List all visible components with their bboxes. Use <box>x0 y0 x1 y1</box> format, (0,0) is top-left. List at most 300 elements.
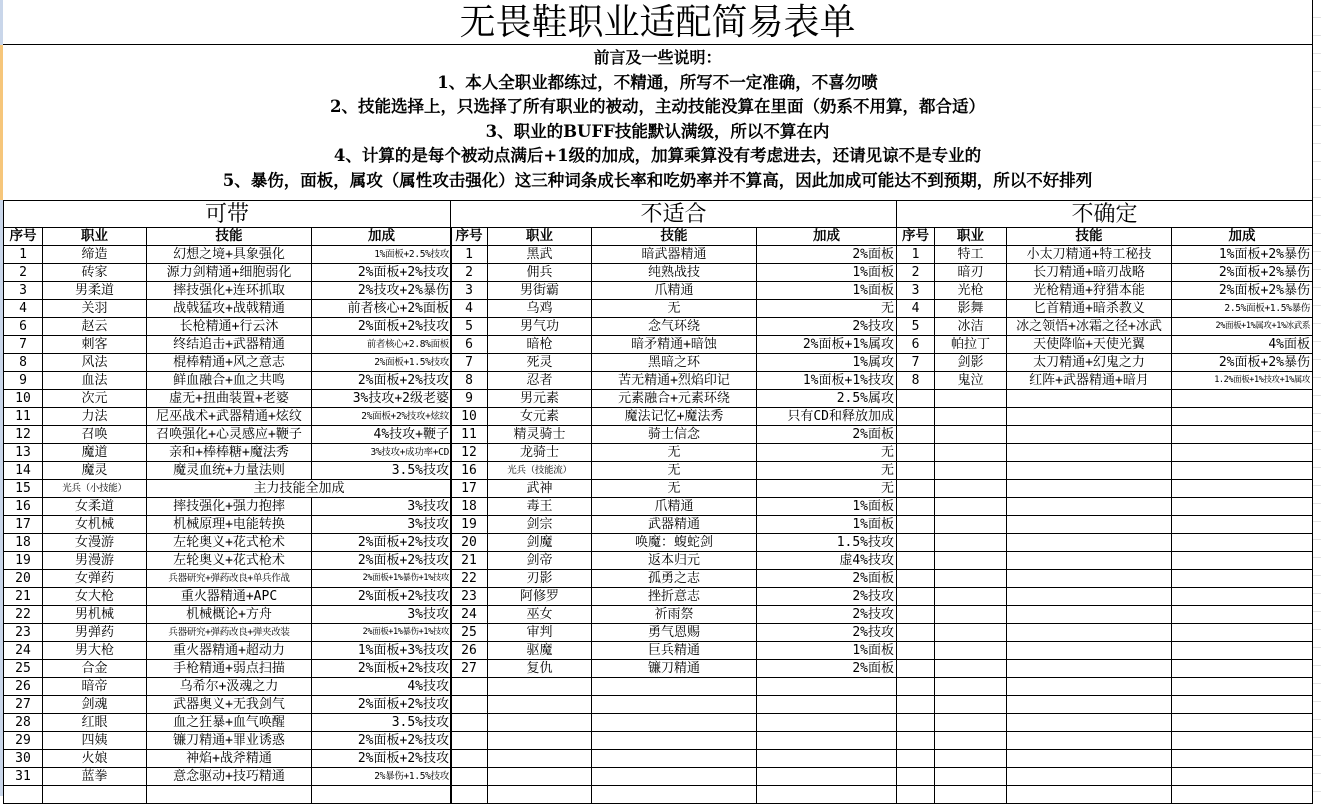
bonus-value-cell[interactable] <box>1172 786 1313 804</box>
job-name-cell[interactable]: 龙骑士 <box>488 444 592 462</box>
bonus-value-cell[interactable] <box>1172 552 1313 570</box>
skill-name-cell[interactable] <box>1007 696 1172 714</box>
notes-cell[interactable] <box>3 45 1313 200</box>
skill-name-cell[interactable]: 召唤强化+心灵感应+鞭子 <box>147 426 312 444</box>
skill-name-cell[interactable]: 小太刀精通+特工秘技 <box>1007 246 1172 264</box>
bonus-value-cell[interactable]: 3%技攻 <box>312 498 452 516</box>
job-name-cell[interactable] <box>935 588 1007 606</box>
skill-name-cell[interactable]: 终结追击+武器精通 <box>147 336 312 354</box>
bonus-value-cell[interactable]: 1%面板+3%技攻 <box>312 642 452 660</box>
row-number-cell[interactable]: 5 <box>451 318 488 336</box>
job-name-cell[interactable] <box>488 786 592 804</box>
job-name-cell[interactable]: 暗帝 <box>43 678 147 696</box>
skill-name-cell[interactable]: 暗武器精通 <box>592 246 757 264</box>
skill-name-cell[interactable]: 摔技强化+强力抱摔 <box>147 498 312 516</box>
bonus-value-cell[interactable]: 1.5%技攻 <box>757 534 897 552</box>
row-number-cell[interactable]: 29 <box>4 732 43 750</box>
skill-name-cell[interactable] <box>1007 498 1172 516</box>
bonus-value-cell[interactable]: 只有CD和释放加成 <box>757 408 897 426</box>
section-title-suitable[interactable]: 可带 <box>3 200 451 227</box>
row-number-cell[interactable]: 12 <box>4 426 43 444</box>
sheet-title[interactable]: 无畏鞋职业适配简易表单 <box>3 0 1313 45</box>
skill-name-cell[interactable] <box>1007 660 1172 678</box>
job-name-cell[interactable] <box>935 462 1007 480</box>
skill-name-cell[interactable]: 孤勇之志 <box>592 570 757 588</box>
bonus-value-cell[interactable]: 2%面板+2%技攻 <box>312 372 452 390</box>
bonus-value-cell[interactable] <box>1172 480 1313 498</box>
job-name-cell[interactable] <box>935 498 1007 516</box>
column-header-skill[interactable]: 技能 <box>1007 228 1172 246</box>
column-header-bonus[interactable]: 加成 <box>1172 228 1313 246</box>
bonus-value-cell[interactable]: 2%面板+2%技攻 <box>312 732 452 750</box>
skill-name-cell[interactable] <box>1007 786 1172 804</box>
row-number-cell[interactable]: 6 <box>4 318 43 336</box>
job-name-cell[interactable]: 合金 <box>43 660 147 678</box>
job-name-cell[interactable] <box>935 750 1007 768</box>
job-name-cell[interactable]: 关羽 <box>43 300 147 318</box>
skill-name-cell[interactable]: 幻想之境+具象强化 <box>147 246 312 264</box>
skill-name-cell[interactable]: 魔灵血统+力量法则 <box>147 462 312 480</box>
row-number-cell[interactable] <box>897 714 935 732</box>
row-number-cell[interactable]: 23 <box>4 624 43 642</box>
job-name-cell[interactable] <box>935 678 1007 696</box>
skill-name-cell[interactable]: 重火器精通+APC <box>147 588 312 606</box>
bonus-value-cell[interactable]: 3.5%技攻 <box>312 462 452 480</box>
bonus-value-cell[interactable]: 2%面板 <box>757 426 897 444</box>
skill-name-cell[interactable] <box>592 678 757 696</box>
row-number-cell[interactable]: 2 <box>897 264 935 282</box>
row-number-cell[interactable] <box>451 750 488 768</box>
skill-name-cell[interactable] <box>1007 606 1172 624</box>
skill-name-cell[interactable]: 无 <box>592 444 757 462</box>
bonus-value-cell[interactable]: 2%面板+1%属攻 <box>757 336 897 354</box>
job-name-cell[interactable]: 风法 <box>43 354 147 372</box>
bonus-value-cell[interactable]: 2%暴伤+1.5%技攻 <box>312 768 452 786</box>
row-number-cell[interactable]: 8 <box>451 372 488 390</box>
job-name-cell[interactable]: 驱魔 <box>488 642 592 660</box>
job-name-cell[interactable] <box>935 786 1007 804</box>
row-number-cell[interactable]: 27 <box>451 660 488 678</box>
row-number-cell[interactable]: 26 <box>4 678 43 696</box>
skill-name-cell[interactable]: 亲和+棒棒糖+魔法秀 <box>147 444 312 462</box>
job-name-cell[interactable]: 剑影 <box>935 354 1007 372</box>
skill-name-cell[interactable]: 摔技强化+连环抓取 <box>147 282 312 300</box>
section-title-unsuitable[interactable]: 不适合 <box>450 200 897 227</box>
bonus-value-cell[interactable]: 1.2%面板+1%技攻+1%属攻 <box>1172 372 1313 390</box>
row-number-cell[interactable]: 9 <box>4 372 43 390</box>
job-name-cell[interactable]: 光兵（小技能） <box>43 480 147 498</box>
job-name-cell[interactable]: 巫女 <box>488 606 592 624</box>
skill-name-cell[interactable]: 乌希尔+汲魂之力 <box>147 678 312 696</box>
job-name-cell[interactable]: 力法 <box>43 408 147 426</box>
row-number-cell[interactable]: 4 <box>4 300 43 318</box>
job-name-cell[interactable]: 女柔道 <box>43 498 147 516</box>
skill-name-cell[interactable] <box>1007 516 1172 534</box>
skill-name-cell[interactable] <box>1007 624 1172 642</box>
skill-name-cell[interactable]: 虚无+扭曲装置+老婆 <box>147 390 312 408</box>
skill-name-cell[interactable] <box>1007 426 1172 444</box>
bonus-value-cell[interactable] <box>1172 696 1313 714</box>
job-name-cell[interactable]: 魔灵 <box>43 462 147 480</box>
bonus-value-cell[interactable] <box>1172 588 1313 606</box>
job-name-cell[interactable]: 男大枪 <box>43 642 147 660</box>
skill-name-cell[interactable]: 无 <box>592 462 757 480</box>
bonus-value-cell[interactable] <box>1172 732 1313 750</box>
row-number-cell[interactable] <box>897 642 935 660</box>
row-number-cell[interactable] <box>451 786 488 804</box>
row-number-cell[interactable]: 5 <box>897 318 935 336</box>
job-name-cell[interactable]: 剑帝 <box>488 552 592 570</box>
bonus-value-cell[interactable] <box>312 786 452 804</box>
row-number-cell[interactable] <box>451 768 488 786</box>
job-name-cell[interactable]: 忍者 <box>488 372 592 390</box>
row-number-cell[interactable] <box>451 678 488 696</box>
skill-name-cell[interactable] <box>1007 570 1172 588</box>
skill-name-cell[interactable]: 巨兵精通 <box>592 642 757 660</box>
skill-name-cell[interactable]: 镰刀精通+罪业诱惑 <box>147 732 312 750</box>
column-header-skill[interactable]: 技能 <box>592 228 757 246</box>
bonus-value-cell[interactable]: 前者核心+2.8%面板 <box>312 336 452 354</box>
job-name-cell[interactable]: 光枪 <box>935 282 1007 300</box>
job-name-cell[interactable]: 帕拉丁 <box>935 336 1007 354</box>
job-name-cell[interactable]: 血法 <box>43 372 147 390</box>
skill-name-cell[interactable]: 鲜血融合+血之共鸣 <box>147 372 312 390</box>
bonus-value-cell[interactable]: 1%面板 <box>757 516 897 534</box>
skill-name-cell[interactable]: 手枪精通+弱点扫描 <box>147 660 312 678</box>
job-name-cell[interactable]: 砖家 <box>43 264 147 282</box>
row-number-cell[interactable]: 13 <box>4 444 43 462</box>
row-number-cell[interactable]: 9 <box>451 390 488 408</box>
bonus-value-cell[interactable]: 2%面板+2%暴伤 <box>1172 282 1313 300</box>
bonus-value-cell[interactable]: 2%技攻 <box>757 606 897 624</box>
row-number-cell[interactable] <box>897 660 935 678</box>
bonus-value-cell[interactable]: 2.5%属攻 <box>757 390 897 408</box>
bonus-value-cell[interactable] <box>757 750 897 768</box>
row-number-cell[interactable]: 11 <box>4 408 43 426</box>
job-name-cell[interactable]: 男气功 <box>488 318 592 336</box>
skill-name-cell[interactable] <box>1007 732 1172 750</box>
row-number-cell[interactable]: 17 <box>4 516 43 534</box>
skill-name-cell[interactable]: 兵器研究+弹药改良+单兵作战 <box>147 570 312 588</box>
job-name-cell[interactable]: 光兵（技能流） <box>488 462 592 480</box>
bonus-value-cell[interactable]: 2%面板+1%暴伤+1%技攻 <box>312 570 452 588</box>
bonus-value-cell[interactable]: 1%面板 <box>757 498 897 516</box>
row-number-cell[interactable] <box>897 462 935 480</box>
row-number-cell[interactable] <box>897 570 935 588</box>
column-header-no[interactable]: 序号 <box>451 228 488 246</box>
job-name-cell[interactable]: 四姨 <box>43 732 147 750</box>
bonus-value-cell[interactable]: 2%面板+2%技攻 <box>312 318 452 336</box>
skill-name-cell[interactable]: 血之狂暴+血气唤醒 <box>147 714 312 732</box>
job-name-cell[interactable]: 召唤 <box>43 426 147 444</box>
job-name-cell[interactable]: 女大枪 <box>43 588 147 606</box>
job-name-cell[interactable]: 女漫游 <box>43 534 147 552</box>
bonus-value-cell[interactable] <box>1172 750 1313 768</box>
row-number-cell[interactable]: 21 <box>451 552 488 570</box>
job-name-cell[interactable]: 阿修罗 <box>488 588 592 606</box>
row-number-cell[interactable]: 4 <box>451 300 488 318</box>
bonus-value-cell[interactable] <box>1172 390 1313 408</box>
row-number-cell[interactable]: 3 <box>4 282 43 300</box>
row-number-cell[interactable] <box>897 606 935 624</box>
bonus-value-cell[interactable]: 2%面板 <box>757 246 897 264</box>
bonus-value-cell[interactable]: 1%面板+2.5%技攻 <box>312 246 452 264</box>
row-number-cell[interactable] <box>897 516 935 534</box>
row-number-cell[interactable] <box>897 390 935 408</box>
row-number-cell[interactable]: 7 <box>4 336 43 354</box>
job-name-cell[interactable] <box>488 678 592 696</box>
bonus-value-cell[interactable]: 2%面板+2%技攻 <box>312 750 452 768</box>
skill-name-cell[interactable] <box>1007 750 1172 768</box>
job-name-cell[interactable] <box>935 516 1007 534</box>
job-name-cell[interactable]: 赵云 <box>43 318 147 336</box>
bonus-value-cell[interactable]: 2%面板+2%技攻 <box>312 696 452 714</box>
row-number-cell[interactable] <box>451 732 488 750</box>
skill-name-cell[interactable]: 棍棒精通+风之意志 <box>147 354 312 372</box>
job-name-cell[interactable] <box>935 408 1007 426</box>
job-name-cell[interactable] <box>935 480 1007 498</box>
bonus-value-cell[interactable]: 1%面板 <box>757 264 897 282</box>
job-name-cell[interactable]: 缔造 <box>43 246 147 264</box>
row-number-cell[interactable]: 8 <box>4 354 43 372</box>
skill-name-cell[interactable]: 武器奥义+无我剑气 <box>147 696 312 714</box>
bonus-value-cell[interactable] <box>1172 606 1313 624</box>
column-header-no[interactable]: 序号 <box>4 228 43 246</box>
bonus-value-cell[interactable]: 2%面板+2%技攻+炫纹 <box>312 408 452 426</box>
job-name-cell[interactable]: 男机械 <box>43 606 147 624</box>
skill-name-cell[interactable]: 暗矛精通+暗蚀 <box>592 336 757 354</box>
job-name-cell[interactable] <box>935 534 1007 552</box>
skill-name-cell[interactable]: 爪精通 <box>592 282 757 300</box>
row-number-cell[interactable]: 27 <box>4 696 43 714</box>
job-name-cell[interactable] <box>488 768 592 786</box>
job-name-cell[interactable] <box>43 786 147 804</box>
row-number-cell[interactable]: 18 <box>4 534 43 552</box>
job-name-cell[interactable]: 男柔道 <box>43 282 147 300</box>
bonus-value-cell[interactable]: 2%技攻+2%暴伤 <box>312 282 452 300</box>
skill-name-cell[interactable]: 源力剑精通+细胞弱化 <box>147 264 312 282</box>
skill-name-cell[interactable]: 镰刀精通 <box>592 660 757 678</box>
row-number-cell[interactable] <box>897 444 935 462</box>
job-name-cell[interactable] <box>935 696 1007 714</box>
skill-name-cell[interactable] <box>1007 480 1172 498</box>
skill-name-cell[interactable]: 机械概论+方舟 <box>147 606 312 624</box>
bonus-value-cell[interactable] <box>1172 462 1313 480</box>
row-number-cell[interactable]: 3 <box>897 282 935 300</box>
bonus-value-cell[interactable]: 2%技攻 <box>757 588 897 606</box>
bonus-value-cell[interactable] <box>757 786 897 804</box>
bonus-value-cell[interactable]: 无 <box>757 462 897 480</box>
bonus-value-cell[interactable]: 2%技攻 <box>757 318 897 336</box>
bonus-value-cell[interactable] <box>1172 516 1313 534</box>
job-name-cell[interactable] <box>935 444 1007 462</box>
row-number-cell[interactable]: 22 <box>4 606 43 624</box>
skill-name-cell[interactable]: 无 <box>592 300 757 318</box>
bonus-value-cell[interactable]: 无 <box>757 300 897 318</box>
job-name-cell[interactable]: 暗枪 <box>488 336 592 354</box>
bonus-value-cell[interactable]: 1%面板 <box>757 282 897 300</box>
bonus-value-cell[interactable] <box>1172 426 1313 444</box>
bonus-value-cell[interactable] <box>1172 408 1313 426</box>
bonus-value-cell[interactable]: 4%技攻 <box>312 678 452 696</box>
skill-name-cell[interactable]: 念气环绕 <box>592 318 757 336</box>
bonus-value-cell[interactable]: 1%面板+1%技攻 <box>757 372 897 390</box>
skill-name-cell[interactable]: 唤魔：蝮蛇剑 <box>592 534 757 552</box>
skill-name-cell[interactable] <box>1007 588 1172 606</box>
job-name-cell[interactable] <box>935 390 1007 408</box>
row-number-cell[interactable]: 2 <box>451 264 488 282</box>
column-header-bonus[interactable]: 加成 <box>312 228 452 246</box>
job-name-cell[interactable] <box>935 642 1007 660</box>
skill-name-cell[interactable]: 黑暗之环 <box>592 354 757 372</box>
bonus-value-cell[interactable]: 2%技攻 <box>757 624 897 642</box>
row-number-cell[interactable]: 19 <box>4 552 43 570</box>
bonus-value-cell[interactable] <box>757 696 897 714</box>
skill-name-cell[interactable] <box>592 750 757 768</box>
row-number-cell[interactable] <box>897 678 935 696</box>
job-name-cell[interactable]: 特工 <box>935 246 1007 264</box>
skill-name-cell[interactable] <box>1007 534 1172 552</box>
job-name-cell[interactable]: 剑宗 <box>488 516 592 534</box>
row-number-cell[interactable]: 24 <box>451 606 488 624</box>
row-number-cell[interactable]: 25 <box>451 624 488 642</box>
job-name-cell[interactable] <box>935 732 1007 750</box>
bonus-value-cell[interactable]: 虚4%技攻 <box>757 552 897 570</box>
row-number-cell[interactable]: 14 <box>4 462 43 480</box>
job-name-cell[interactable] <box>488 696 592 714</box>
bonus-value-cell[interactable]: 2%面板+2%技攻 <box>312 588 452 606</box>
skill-name-cell[interactable]: 苦无精通+烈焰印记 <box>592 372 757 390</box>
skill-name-cell[interactable]: 长刀精通+暗刃战略 <box>1007 264 1172 282</box>
skill-name-cell[interactable] <box>1007 768 1172 786</box>
row-number-cell[interactable] <box>4 786 43 804</box>
bonus-value-cell[interactable]: 2%面板+2%暴伤 <box>1172 264 1313 282</box>
skill-name-cell[interactable]: 战戟猛攻+战戟精通 <box>147 300 312 318</box>
job-name-cell[interactable]: 武神 <box>488 480 592 498</box>
bonus-value-cell[interactable]: 1%属攻 <box>757 354 897 372</box>
row-number-cell[interactable]: 6 <box>897 336 935 354</box>
row-number-cell[interactable]: 21 <box>4 588 43 606</box>
job-name-cell[interactable]: 男元素 <box>488 390 592 408</box>
job-name-cell[interactable]: 黑武 <box>488 246 592 264</box>
bonus-value-cell[interactable] <box>1172 444 1313 462</box>
skill-name-cell[interactable] <box>147 786 312 804</box>
row-number-cell[interactable]: 28 <box>4 714 43 732</box>
row-number-cell[interactable]: 10 <box>451 408 488 426</box>
job-name-cell[interactable]: 冰洁 <box>935 318 1007 336</box>
row-number-cell[interactable] <box>897 498 935 516</box>
job-name-cell[interactable]: 审判 <box>488 624 592 642</box>
row-number-cell[interactable]: 20 <box>451 534 488 552</box>
job-name-cell[interactable]: 魔道 <box>43 444 147 462</box>
job-name-cell[interactable]: 刺客 <box>43 336 147 354</box>
row-number-cell[interactable]: 18 <box>451 498 488 516</box>
job-name-cell[interactable]: 剑魔 <box>488 534 592 552</box>
skill-name-cell[interactable]: 爪精通 <box>592 498 757 516</box>
bonus-value-cell[interactable] <box>757 714 897 732</box>
row-number-cell[interactable]: 25 <box>4 660 43 678</box>
column-header-no[interactable]: 序号 <box>897 228 935 246</box>
skill-name-cell[interactable]: 魔法记忆+魔法秀 <box>592 408 757 426</box>
job-name-cell[interactable]: 暗刃 <box>935 264 1007 282</box>
bonus-value-cell[interactable]: 1%面板 <box>757 642 897 660</box>
skill-name-cell[interactable]: 尼巫战术+武器精通+炫纹 <box>147 408 312 426</box>
row-number-cell[interactable] <box>897 768 935 786</box>
skill-name-cell[interactable]: 元素融合+元素环绕 <box>592 390 757 408</box>
bonus-value-cell[interactable]: 2%面板+1%属攻+1%冰武系 <box>1172 318 1313 336</box>
row-number-cell[interactable] <box>897 786 935 804</box>
job-name-cell[interactable]: 死灵 <box>488 354 592 372</box>
bonus-value-cell[interactable]: 2%面板 <box>757 570 897 588</box>
bonus-value-cell[interactable] <box>1172 660 1313 678</box>
row-number-cell[interactable] <box>897 732 935 750</box>
row-number-cell[interactable] <box>897 426 935 444</box>
job-name-cell[interactable] <box>935 624 1007 642</box>
row-number-cell[interactable]: 12 <box>451 444 488 462</box>
row-number-cell[interactable]: 7 <box>897 354 935 372</box>
bonus-value-cell[interactable] <box>1172 642 1313 660</box>
column-header-skill[interactable]: 技能 <box>147 228 312 246</box>
skill-name-cell[interactable]: 骑士信念 <box>592 426 757 444</box>
job-name-cell[interactable]: 影舞 <box>935 300 1007 318</box>
bonus-value-cell[interactable]: 2%面板+1%暴伤+1%技攻 <box>312 624 452 642</box>
row-number-cell[interactable]: 1 <box>897 246 935 264</box>
skill-name-cell[interactable]: 返本归元 <box>592 552 757 570</box>
job-name-cell[interactable]: 蓝拳 <box>43 768 147 786</box>
row-number-cell[interactable]: 1 <box>451 246 488 264</box>
job-name-cell[interactable] <box>488 750 592 768</box>
skill-name-cell[interactable] <box>592 786 757 804</box>
job-name-cell[interactable]: 男弹药 <box>43 624 147 642</box>
job-name-cell[interactable] <box>935 768 1007 786</box>
skill-name-cell[interactable] <box>592 696 757 714</box>
skill-name-cell[interactable]: 意念驱动+技巧精通 <box>147 768 312 786</box>
row-number-cell[interactable] <box>897 588 935 606</box>
row-number-cell[interactable] <box>897 552 935 570</box>
job-name-cell[interactable]: 乌鸡 <box>488 300 592 318</box>
row-number-cell[interactable]: 23 <box>451 588 488 606</box>
bonus-value-cell[interactable]: 无 <box>757 480 897 498</box>
skill-name-cell[interactable]: 冰之领悟+冰霜之径+冰武 <box>1007 318 1172 336</box>
bonus-value-cell[interactable]: 4%技攻+鞭子 <box>312 426 452 444</box>
job-name-cell[interactable]: 红眼 <box>43 714 147 732</box>
skill-name-cell[interactable]: 挫折意志 <box>592 588 757 606</box>
job-name-cell[interactable]: 男街霸 <box>488 282 592 300</box>
skill-name-cell[interactable] <box>592 714 757 732</box>
bonus-value-cell[interactable] <box>757 768 897 786</box>
job-name-cell[interactable]: 精灵骑士 <box>488 426 592 444</box>
job-name-cell[interactable]: 刃影 <box>488 570 592 588</box>
skill-name-cell[interactable]: 神焰+战斧精通 <box>147 750 312 768</box>
skill-name-cell[interactable]: 长枪精通+行云沐 <box>147 318 312 336</box>
row-number-cell[interactable]: 7 <box>451 354 488 372</box>
skill-name-cell[interactable]: 兵器研究+弹药改良+弹夹改装 <box>147 624 312 642</box>
column-header-job[interactable]: 职业 <box>488 228 592 246</box>
row-number-cell[interactable]: 24 <box>4 642 43 660</box>
bonus-value-cell[interactable]: 2%面板 <box>757 660 897 678</box>
bonus-value-cell[interactable]: 3%技攻+成功率+CD <box>312 444 452 462</box>
row-number-cell[interactable]: 3 <box>451 282 488 300</box>
skill-name-cell[interactable]: 匕首精通+暗杀教义 <box>1007 300 1172 318</box>
job-name-cell[interactable] <box>935 714 1007 732</box>
job-name-cell[interactable] <box>935 426 1007 444</box>
skill-name-cell[interactable] <box>1007 408 1172 426</box>
bonus-value-cell[interactable]: 2%面板+2%技攻 <box>312 264 452 282</box>
job-name-cell[interactable]: 火娘 <box>43 750 147 768</box>
bonus-value-cell[interactable]: 2%面板+2%技攻 <box>312 534 452 552</box>
job-name-cell[interactable] <box>935 552 1007 570</box>
skill-name-cell[interactable] <box>1007 462 1172 480</box>
